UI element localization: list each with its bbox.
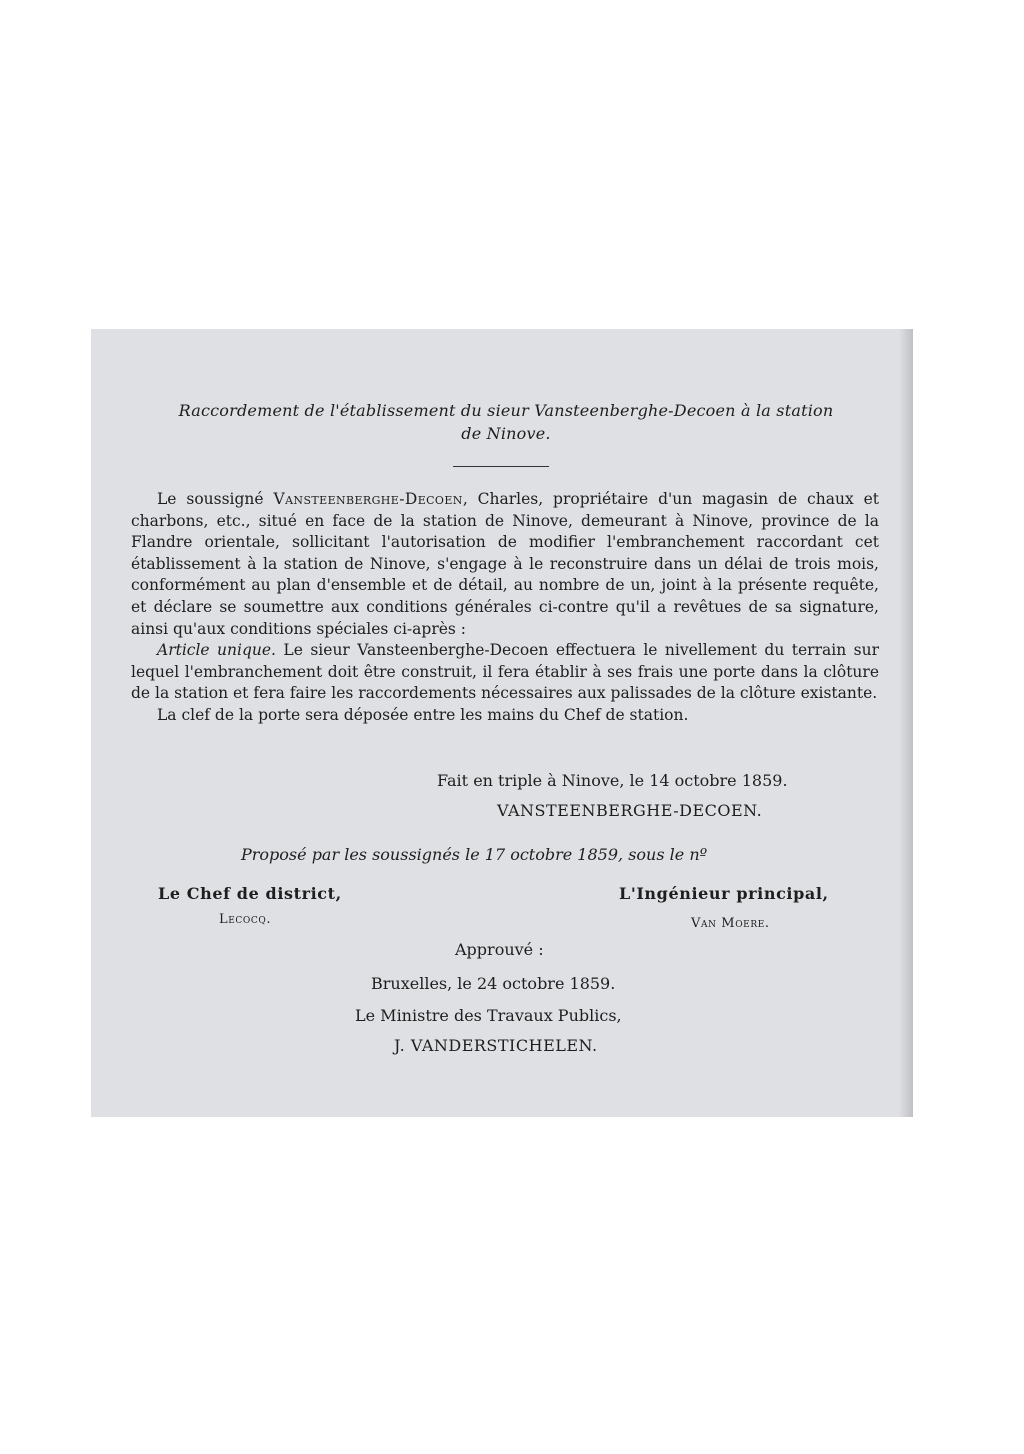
minister-title: Le Ministre des Travaux Publics, bbox=[355, 1006, 622, 1025]
engineer-title: L'Ingénieur principal, bbox=[619, 884, 829, 903]
document-body bbox=[131, 489, 879, 727]
request-text: , Charles, propriétaire d'un magasin de chaux et charbons, etc., situé en face de la station de Ninove, demeurant à Ninove, province de la Flandre orientale, sollicitant l'autorisation de modifier l'embranchement raccordant cet établissement à la station de Ninove, s'engage à le reconstruire dans un délai de trois mois, conformément au plan d'ensemble et de détail, au nombre de un, joint à la présente requête, et déclare se soumettre aux conditions générales ci-contre qu'il a revêtues de sa signature, ainsi qu'aux conditions spéciales ci-après : bbox=[131, 490, 879, 638]
proposed-line: Proposé par les soussignés le 17 octobre 1859, sous le nº bbox=[241, 845, 708, 864]
signed-place-date: Fait en triple à Ninove, le 14 octobre 1859. bbox=[437, 771, 788, 790]
minister-name: J. VANDERSTICHELEN. bbox=[394, 1036, 598, 1055]
article-label: Article unique. bbox=[157, 641, 276, 660]
title-line-1: Raccordement de l'établissement du sieur Vansteenberghe-Decoen à la station bbox=[178, 401, 834, 420]
approval-place-date: Bruxelles, le 24 octobre 1859. bbox=[371, 974, 616, 993]
document-title bbox=[131, 399, 881, 445]
request-lead: Le soussigné bbox=[157, 490, 274, 508]
article-paragraph bbox=[131, 640, 879, 705]
signer-name: VANSTEENBERGHE-DECOEN. bbox=[497, 801, 763, 820]
title-line-2: de Ninove. bbox=[461, 424, 551, 443]
chief-title: Le Chef de district, bbox=[158, 884, 342, 903]
request-paragraph bbox=[131, 489, 879, 640]
chief-name: Lecocq. bbox=[219, 912, 272, 927]
requester-name: Vansteenberghe-Decoen bbox=[273, 490, 463, 508]
approved-label: Approuvé : bbox=[455, 940, 544, 959]
title-divider bbox=[453, 466, 549, 467]
engineer-name: Van Moere. bbox=[691, 916, 770, 931]
document-scan bbox=[91, 329, 913, 1117]
article-text: Le sieur Vansteenberghe-Decoen effectuera le nivellement du terrain sur lequel l'embranchement doit être construit, il fera établir à ses frais une porte dans la clôture de la station et fera faire les raccordements nécessaires aux palissades de la clôture existante. bbox=[131, 641, 879, 703]
key-paragraph: La clef de la porte sera déposée entre les mains du Chef de station. bbox=[157, 705, 689, 724]
